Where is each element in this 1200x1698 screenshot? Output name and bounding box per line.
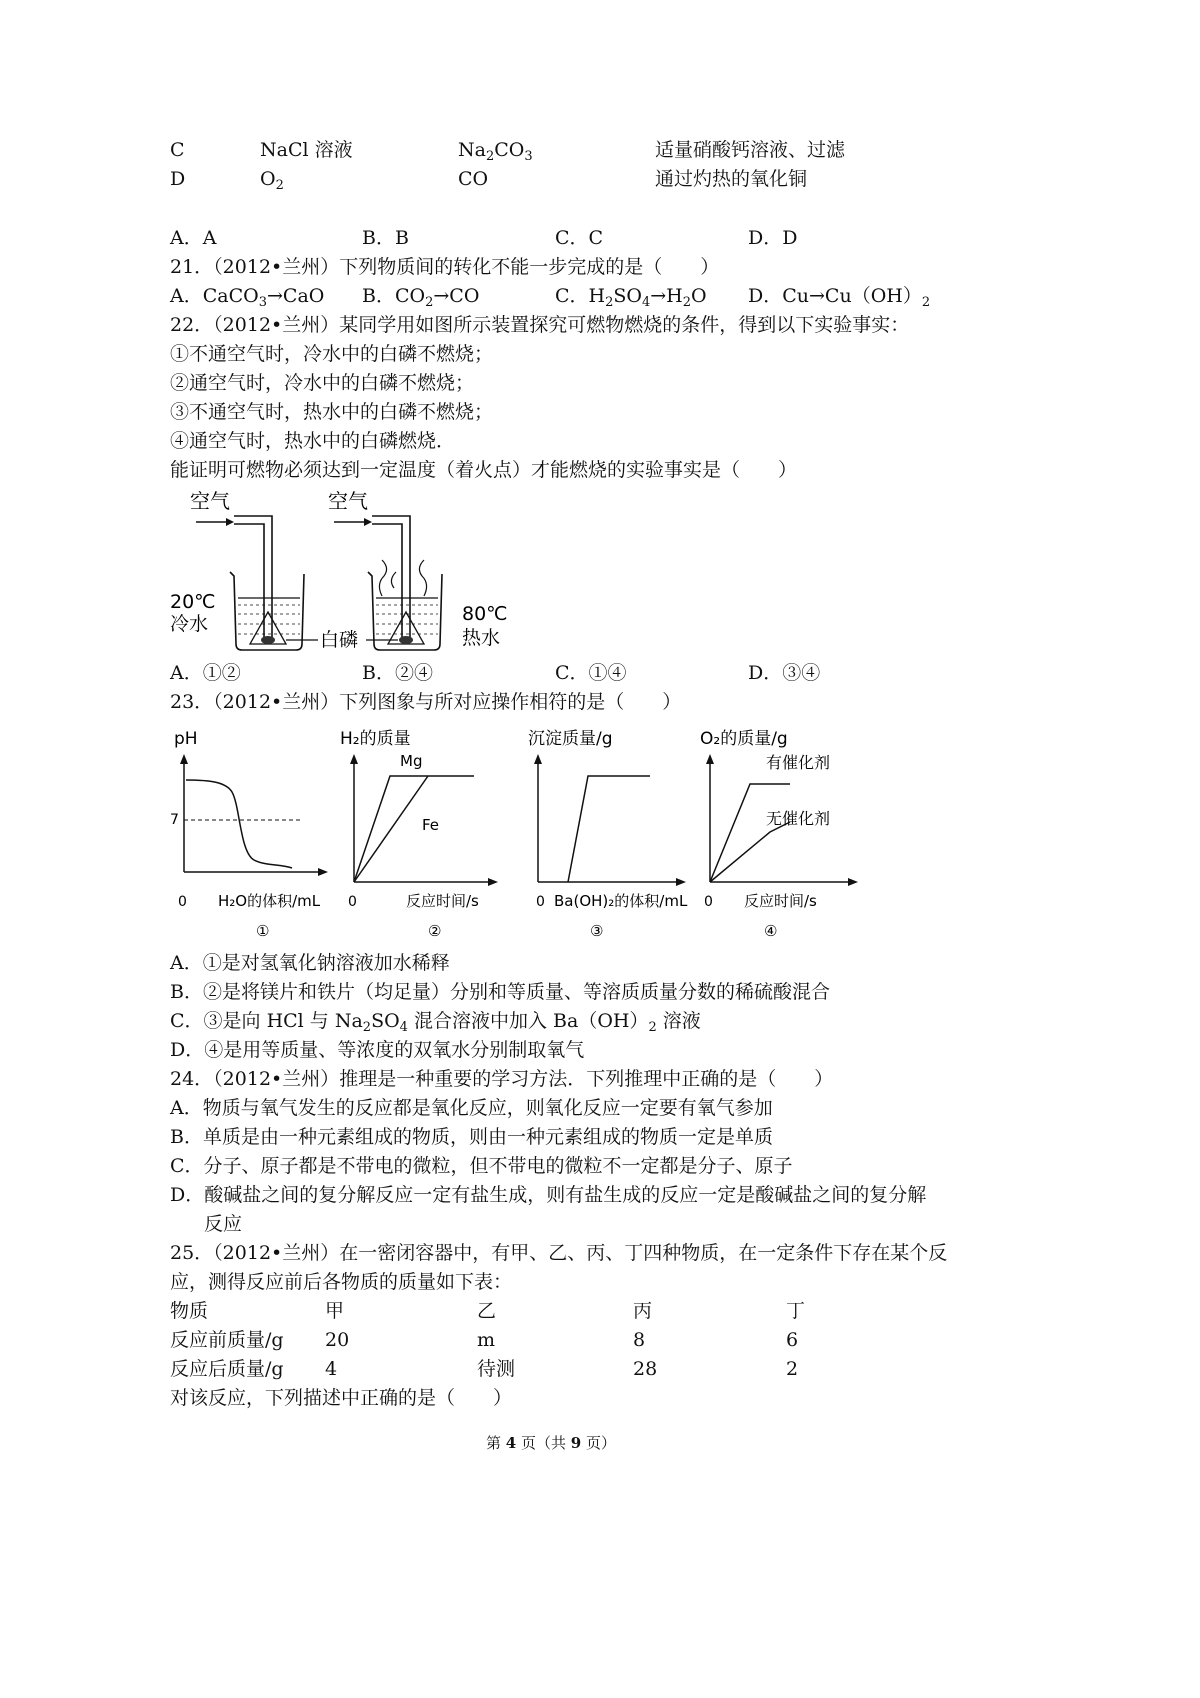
q24-option-b: B．单质是由一种元素组成的物质，则由一种元素组成的物质一定是单质 bbox=[170, 1126, 773, 1148]
graph4-catalyst-line bbox=[710, 784, 790, 882]
graph1-origin: 0 bbox=[178, 894, 187, 910]
q24-stem: 24．（2012•兰州）推理是一种重要的学习方法．下列推理中正确的是（ ） bbox=[170, 1068, 834, 1090]
row-d-col2: CO bbox=[458, 168, 489, 190]
q22-option-b: B．②④ bbox=[362, 662, 433, 684]
page-footer: 第 4 页（共 9 页） bbox=[486, 1434, 616, 1452]
row-c-col2: $Na_2CO_3$ bbox=[458, 139, 533, 164]
q25-row1-label: 反应前质量/g bbox=[170, 1329, 284, 1351]
q21-option-c: C．$H_2SO_4\to H_2O$ bbox=[555, 285, 707, 310]
q25-header-jia: 甲 bbox=[325, 1300, 345, 1322]
q22-fact-1: ①不通空气时，冷水中的白磷不燃烧； bbox=[170, 343, 494, 365]
phosphorus-label: 白磷 bbox=[320, 629, 359, 651]
q25-header-bing: 丙 bbox=[633, 1300, 653, 1322]
graph2-xlabel: 反应时间/s bbox=[406, 892, 479, 910]
q25-stem-line1: 25．（2012•兰州）在一密闭容器中，有甲、乙、丙、丁四种物质，在一定条件下存在某个反 bbox=[170, 1242, 948, 1264]
graph1-tick-7: 7 bbox=[170, 812, 179, 828]
graph4-ylabel: O₂的质量/g bbox=[700, 729, 788, 749]
hot-temp-label: 80℃ bbox=[462, 603, 508, 625]
q25-row2-label: 反应后质量/g bbox=[170, 1358, 284, 1380]
q23-graph-3 bbox=[528, 722, 718, 942]
graph2-origin: 0 bbox=[348, 894, 357, 910]
q25-row2-ding: 2 bbox=[786, 1358, 799, 1380]
row-letter-d: D bbox=[170, 168, 186, 190]
q25-question: 对该反应，下列描述中正确的是（ ） bbox=[170, 1387, 513, 1409]
q22-option-c: C．①④ bbox=[555, 662, 627, 684]
graph4-catalyst-label: 有催化剂 bbox=[766, 753, 831, 772]
hot-water-label: 热水 bbox=[462, 627, 501, 649]
graph1-num: ① bbox=[256, 922, 270, 940]
graph1-curve bbox=[186, 780, 292, 868]
graph1-xlabel: H₂O的体积/mL bbox=[218, 892, 321, 910]
q20-option-c: C．C bbox=[555, 227, 604, 249]
q20-option-b: B．B bbox=[362, 227, 409, 249]
cold-water-label: 冷水 bbox=[170, 613, 209, 635]
q22-fact-4: ④通空气时，热水中的白磷燃烧． bbox=[170, 430, 456, 452]
q21-option-d: D．$Cu\to Cu(OH)_2$ bbox=[748, 285, 931, 310]
q25-row2-yi: 待测 bbox=[477, 1358, 516, 1380]
graph2-num: ② bbox=[428, 922, 442, 940]
row-c-col3: 适量硝酸钙溶液、过滤 bbox=[655, 139, 846, 161]
q22-beaker-figure bbox=[168, 488, 508, 660]
graph4-origin: 0 bbox=[704, 894, 713, 910]
q20-option-d: D．D bbox=[748, 227, 798, 249]
graph4-num: ④ bbox=[764, 922, 778, 940]
graph2-mg-label: Mg bbox=[400, 752, 423, 770]
q25-row1-jia: 20 bbox=[325, 1329, 350, 1351]
q21-option-a: A．CaCO$_3$→CaO bbox=[170, 285, 325, 310]
q23-option-a: A．①是对氢氧化钠溶液加水稀释 bbox=[170, 952, 450, 974]
steam-1 bbox=[379, 560, 386, 596]
q25-row1-ding: 6 bbox=[786, 1329, 799, 1351]
q20-option-a: A．A bbox=[170, 227, 217, 249]
graph3-ylabel: 沉淀质量/g bbox=[528, 729, 613, 749]
q25-header-yi: 乙 bbox=[477, 1300, 497, 1322]
air-tube-right bbox=[372, 516, 410, 638]
right-apparatus bbox=[328, 489, 508, 650]
q23-option-c: C．③是向 HCl 与 $Na_2SO_4$ 混合溶液中加入 $Ba(OH)_2$ 溶液 bbox=[170, 1010, 701, 1035]
graph3-origin: 0 bbox=[536, 894, 545, 910]
air-label-right: 空气 bbox=[328, 489, 368, 513]
row-c-col1: NaCl 溶液 bbox=[260, 139, 353, 161]
cold-temp-label: 20℃ bbox=[170, 591, 216, 613]
q23-graph-2 bbox=[340, 722, 525, 942]
steam-3 bbox=[419, 560, 426, 596]
q23-graph-1 bbox=[170, 722, 350, 942]
q25-row2-bing: 28 bbox=[633, 1358, 658, 1380]
q23-option-b: B．②是将镁片和铁片（均足量）分别和等质量、等溶质质量分数的稀硫酸混合 bbox=[170, 981, 830, 1003]
phosphorus-left bbox=[261, 636, 275, 644]
q22-option-a: A．①② bbox=[170, 662, 241, 684]
q25-header-substance: 物质 bbox=[170, 1300, 209, 1322]
phosphorus-right bbox=[399, 636, 413, 644]
graph3-precipitate-line bbox=[568, 776, 650, 882]
q24-option-d-line2: 反应 bbox=[204, 1213, 243, 1235]
q22-fact-3: ③不通空气时，热水中的白磷不燃烧； bbox=[170, 401, 494, 423]
graph1-ylabel: pH bbox=[174, 729, 198, 749]
graph3-num: ③ bbox=[590, 922, 604, 940]
q22-fact-2: ②通空气时，冷水中的白磷不燃烧； bbox=[170, 372, 475, 394]
q25-row1-bing: 8 bbox=[633, 1329, 646, 1351]
graph4-xlabel: 反应时间/s bbox=[744, 892, 817, 910]
q24-option-c: C．分子、原子都是不带电的微粒，但不带电的微粒不一定都是分子、原子 bbox=[170, 1155, 793, 1177]
q22-question: 能证明可燃物必须达到一定温度（着火点）才能燃烧的实验事实是（ ） bbox=[170, 459, 798, 481]
air-label-left: 空气 bbox=[190, 489, 230, 513]
q25-row1-yi: m bbox=[477, 1329, 496, 1351]
q21-stem: 21．（2012•兰州）下列物质间的转化不能一步完成的是（ ） bbox=[170, 256, 720, 278]
graph2-fe-label: Fe bbox=[422, 816, 440, 834]
q23-stem: 23．（2012•兰州）下列图象与所对应操作相符的是（ ） bbox=[170, 691, 682, 713]
row-d-col3: 通过灼热的氧化铜 bbox=[655, 168, 808, 190]
graph3-xlabel: Ba(OH)₂的体积/mL bbox=[554, 892, 688, 910]
air-tube-left bbox=[234, 516, 272, 638]
graph2-fe-line bbox=[354, 776, 428, 882]
row-d-col1: $O_2$ bbox=[260, 168, 284, 193]
graph4-no-catalyst-label: 无催化剂 bbox=[766, 809, 831, 828]
q22-option-d: D．③④ bbox=[748, 662, 821, 684]
q22-stem: 22．（2012•兰州）某同学用如图所示装置探究可燃物燃烧的条件，得到以下实验事实： bbox=[170, 314, 910, 336]
q25-stem-line2: 应，测得反应前后各物质的质量如下表： bbox=[170, 1271, 513, 1293]
q21-option-b: B．$CO_2\to CO$ bbox=[362, 285, 480, 310]
q25-row2-jia: 4 bbox=[325, 1358, 338, 1380]
steam-2 bbox=[391, 572, 396, 588]
q25-header-ding: 丁 bbox=[786, 1300, 806, 1322]
graph2-mg-line bbox=[354, 776, 474, 882]
graph2-ylabel: H₂的质量 bbox=[340, 729, 411, 749]
q23-graph-4 bbox=[700, 722, 885, 942]
left-apparatus bbox=[170, 489, 304, 650]
row-letter-c: C bbox=[170, 139, 185, 161]
q23-option-d: D．④是用等质量、等浓度的双氧水分别制取氧气 bbox=[170, 1039, 585, 1061]
q24-option-a: A．物质与氧气发生的反应都是氧化反应，则氧化反应一定要有氧气参加 bbox=[170, 1097, 773, 1119]
q24-option-d-line1: D．酸碱盐之间的复分解反应一定有盐生成，则有盐生成的反应一定是酸碱盐之间的复分解 bbox=[170, 1184, 927, 1206]
